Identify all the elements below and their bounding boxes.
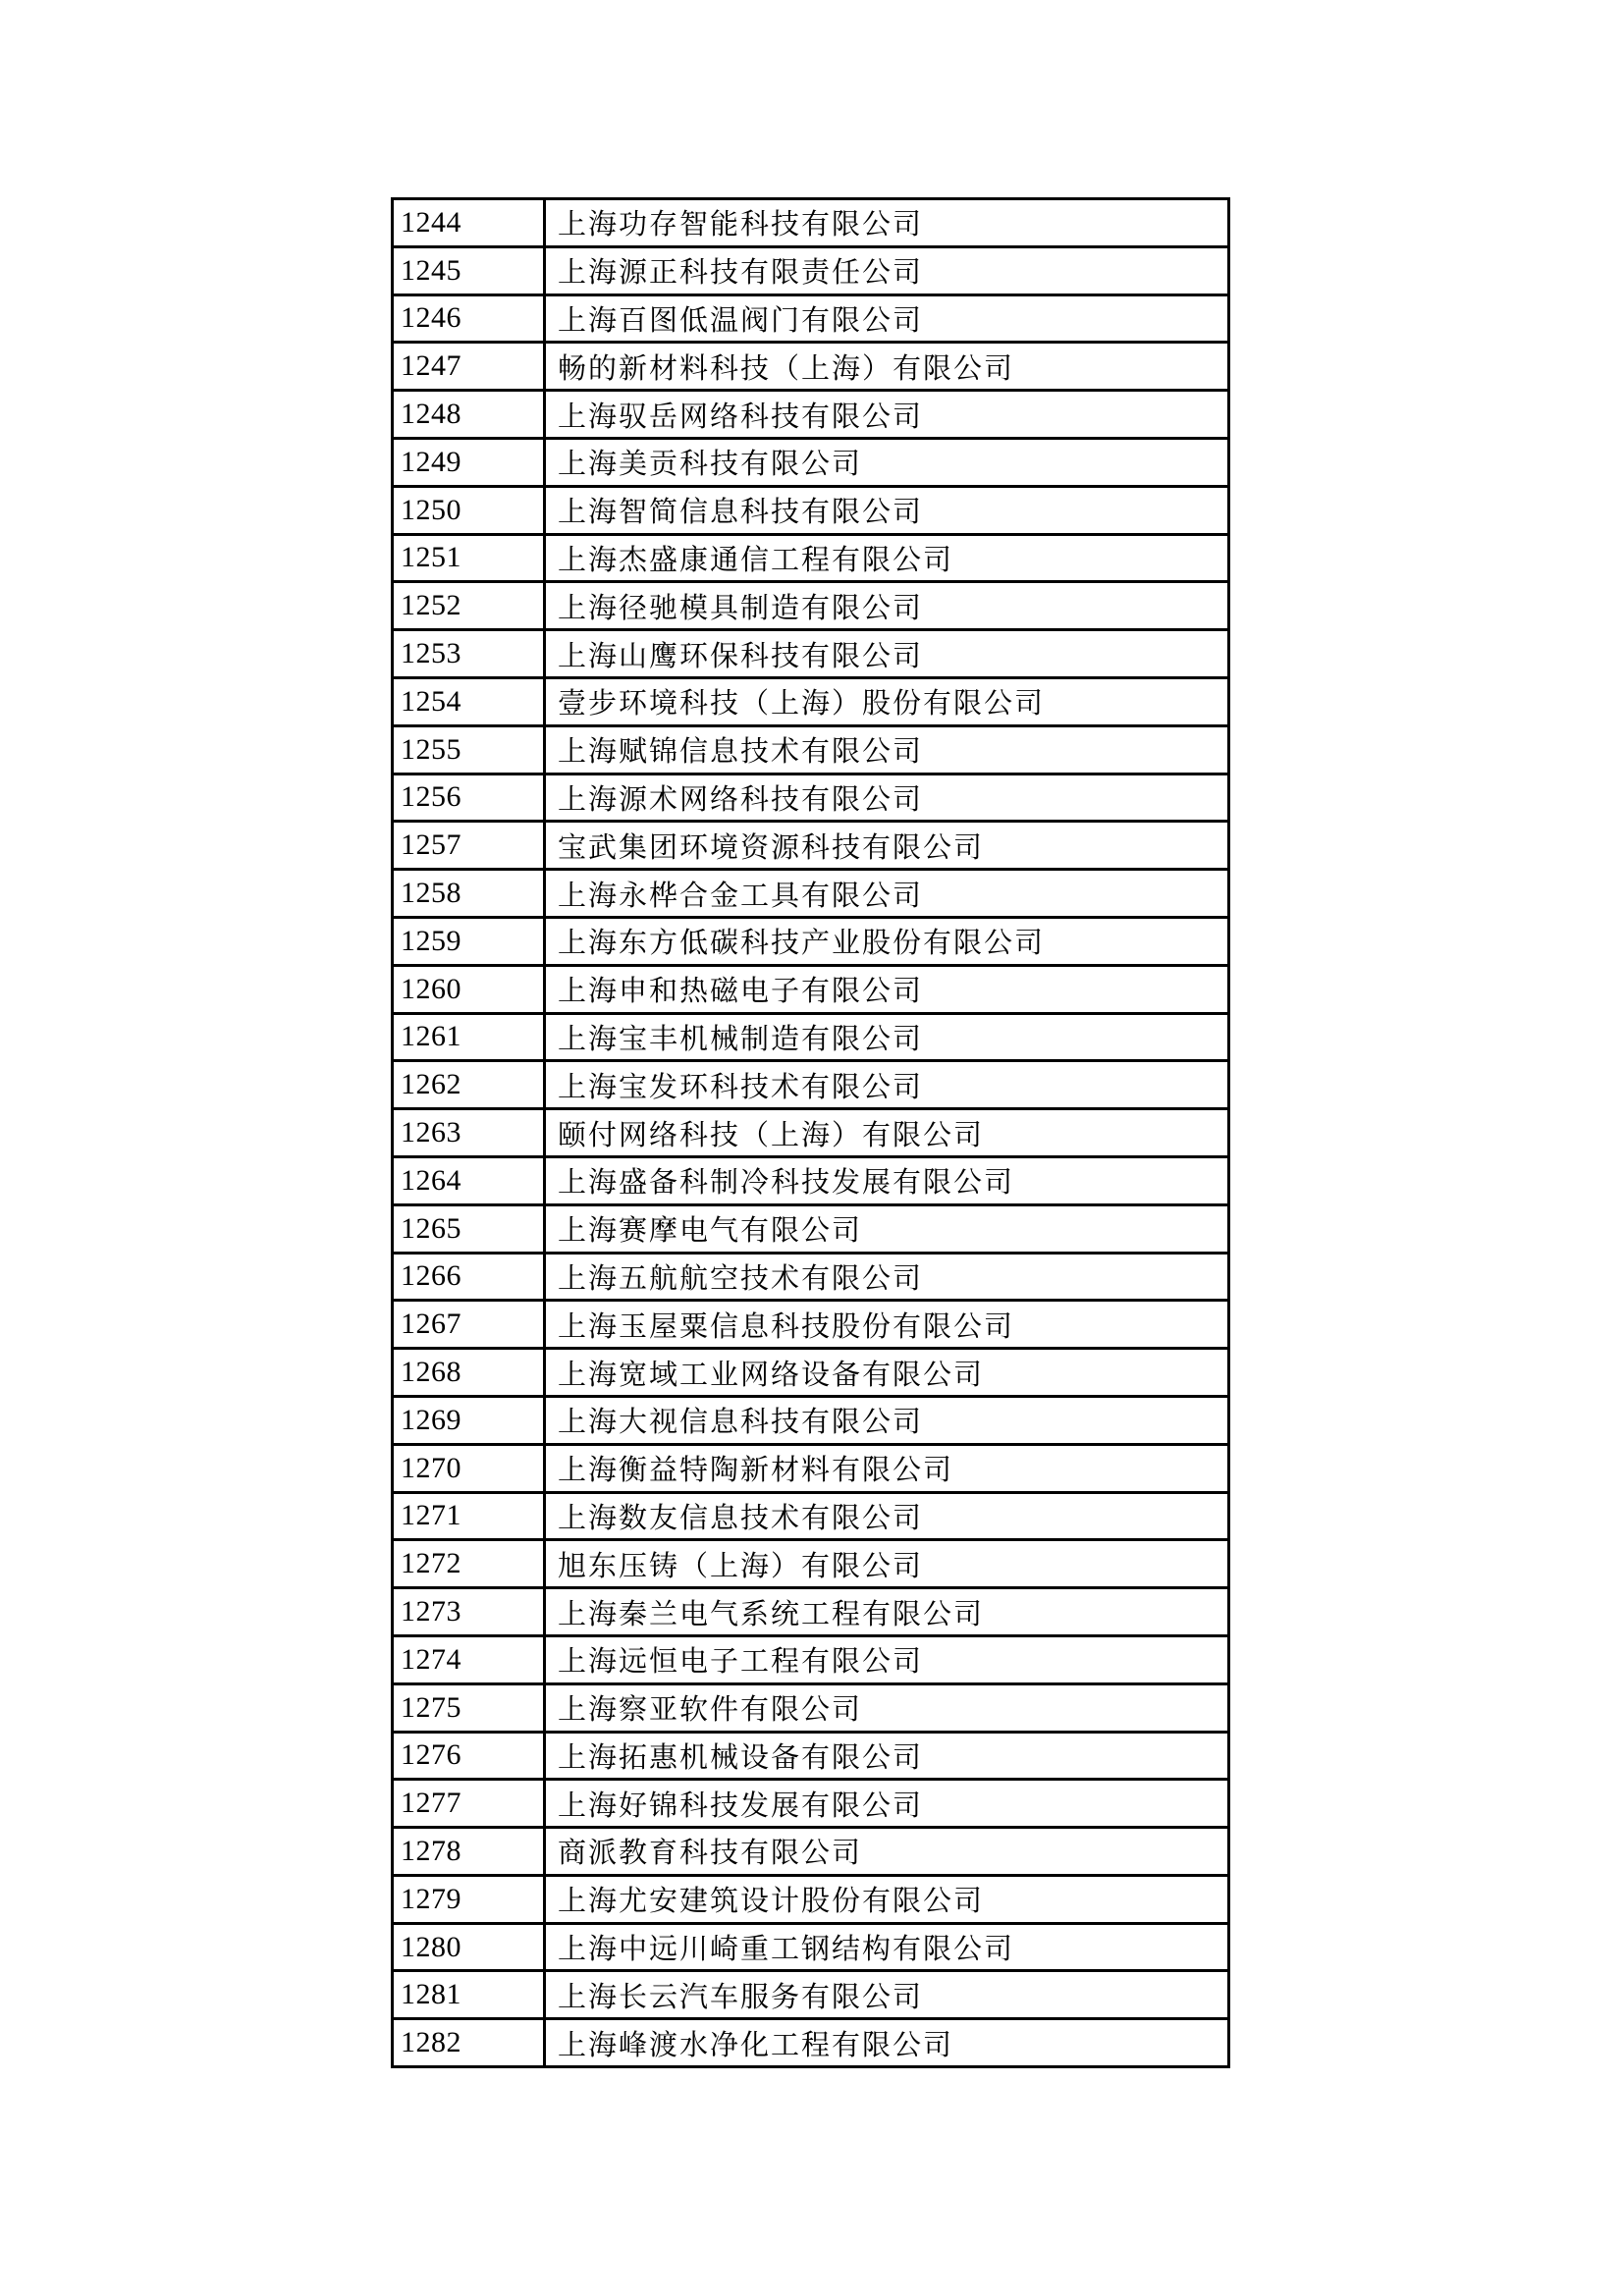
table-row bbox=[393, 1349, 1229, 1397]
company-name-cell: 上海盛备科制冷科技发展有限公司 bbox=[545, 1156, 1229, 1204]
company-name-cell: 壹步环境科技（上海）股份有限公司 bbox=[545, 677, 1229, 725]
company-name-cell: 上海远恒电子工程有限公司 bbox=[545, 1635, 1229, 1683]
row-number-cell: 1267 bbox=[393, 1301, 545, 1349]
table-row bbox=[393, 1588, 1229, 1636]
row-number-cell: 1254 bbox=[393, 677, 545, 725]
company-name-cell: 上海功存智能科技有限公司 bbox=[545, 199, 1229, 247]
table-row bbox=[393, 294, 1229, 343]
table-row bbox=[393, 1923, 1229, 1971]
table-row bbox=[393, 677, 1229, 725]
company-name-cell: 上海赛摩电气有限公司 bbox=[545, 1204, 1229, 1253]
company-name-cell: 上海大视信息科技有限公司 bbox=[545, 1396, 1229, 1444]
company-name-cell: 上海中远川崎重工钢结构有限公司 bbox=[545, 1923, 1229, 1971]
table-row bbox=[393, 1204, 1229, 1253]
row-number-cell: 1277 bbox=[393, 1780, 545, 1828]
table-row bbox=[393, 1301, 1229, 1349]
row-number-cell: 1261 bbox=[393, 1013, 545, 1061]
table-row bbox=[393, 2019, 1229, 2067]
row-number-cell: 1250 bbox=[393, 486, 545, 534]
row-number-cell: 1272 bbox=[393, 1540, 545, 1588]
company-name-cell: 上海尤安建筑设计股份有限公司 bbox=[545, 1875, 1229, 1923]
table-row bbox=[393, 965, 1229, 1013]
row-number-cell: 1256 bbox=[393, 774, 545, 822]
company-name-cell: 上海源正科技有限责任公司 bbox=[545, 246, 1229, 294]
row-number-cell: 1273 bbox=[393, 1588, 545, 1636]
row-number-cell: 1274 bbox=[393, 1635, 545, 1683]
company-name-cell: 上海拓惠机械设备有限公司 bbox=[545, 1732, 1229, 1780]
row-number-cell: 1252 bbox=[393, 582, 545, 630]
table-row bbox=[393, 391, 1229, 439]
table-row bbox=[393, 917, 1229, 965]
table-row bbox=[393, 1683, 1229, 1732]
table-row bbox=[393, 246, 1229, 294]
company-name-cell: 上海山鹰环保科技有限公司 bbox=[545, 630, 1229, 678]
company-name-cell: 上海玉屋粟信息科技股份有限公司 bbox=[545, 1301, 1229, 1349]
table-row bbox=[393, 774, 1229, 822]
row-number-cell: 1262 bbox=[393, 1061, 545, 1109]
table-row bbox=[393, 870, 1229, 918]
table-row bbox=[393, 822, 1229, 870]
table-row bbox=[393, 1971, 1229, 2019]
company-name-cell: 上海东方低碳科技产业股份有限公司 bbox=[545, 917, 1229, 965]
table-row bbox=[393, 582, 1229, 630]
company-name-cell: 上海数友信息技术有限公司 bbox=[545, 1492, 1229, 1540]
company-name-cell: 旭东压铸（上海）有限公司 bbox=[545, 1540, 1229, 1588]
row-number-cell: 1253 bbox=[393, 630, 545, 678]
company-name-cell: 上海智简信息科技有限公司 bbox=[545, 486, 1229, 534]
table-row bbox=[393, 1396, 1229, 1444]
row-number-cell: 1258 bbox=[393, 870, 545, 918]
company-name-cell: 上海百图低温阀门有限公司 bbox=[545, 294, 1229, 343]
table-row bbox=[393, 725, 1229, 774]
row-number-cell: 1255 bbox=[393, 725, 545, 774]
row-number-cell: 1244 bbox=[393, 199, 545, 247]
company-name-cell: 上海宽域工业网络设备有限公司 bbox=[545, 1349, 1229, 1397]
company-name-cell: 上海秦兰电气系统工程有限公司 bbox=[545, 1588, 1229, 1636]
table-row bbox=[393, 1253, 1229, 1301]
row-number-cell: 1275 bbox=[393, 1683, 545, 1732]
company-name-cell: 上海宝丰机械制造有限公司 bbox=[545, 1013, 1229, 1061]
table-row bbox=[393, 1540, 1229, 1588]
table-row bbox=[393, 630, 1229, 678]
company-name-cell: 上海申和热磁电子有限公司 bbox=[545, 965, 1229, 1013]
row-number-cell: 1260 bbox=[393, 965, 545, 1013]
table-row bbox=[393, 1109, 1229, 1157]
company-name-cell: 上海永桦合金工具有限公司 bbox=[545, 870, 1229, 918]
row-number-cell: 1278 bbox=[393, 1828, 545, 1876]
company-name-cell: 宝武集团环境资源科技有限公司 bbox=[545, 822, 1229, 870]
company-name-cell: 上海源术网络科技有限公司 bbox=[545, 774, 1229, 822]
table-row bbox=[393, 1875, 1229, 1923]
table-row bbox=[393, 486, 1229, 534]
company-table-body bbox=[393, 199, 1229, 2067]
table-row bbox=[393, 1492, 1229, 1540]
row-number-cell: 1276 bbox=[393, 1732, 545, 1780]
table-row bbox=[393, 1732, 1229, 1780]
company-name-cell: 上海长云汽车服务有限公司 bbox=[545, 1971, 1229, 2019]
company-name-cell: 上海察亚软件有限公司 bbox=[545, 1683, 1229, 1732]
row-number-cell: 1245 bbox=[393, 246, 545, 294]
company-name-cell: 上海宝发环科技术有限公司 bbox=[545, 1061, 1229, 1109]
row-number-cell: 1280 bbox=[393, 1923, 545, 1971]
company-name-cell: 上海径驰模具制造有限公司 bbox=[545, 582, 1229, 630]
company-name-cell: 上海峰渡水净化工程有限公司 bbox=[545, 2019, 1229, 2067]
row-number-cell: 1279 bbox=[393, 1875, 545, 1923]
table-row bbox=[393, 534, 1229, 582]
company-name-cell: 上海美贡科技有限公司 bbox=[545, 438, 1229, 486]
row-number-cell: 1248 bbox=[393, 391, 545, 439]
row-number-cell: 1264 bbox=[393, 1156, 545, 1204]
row-number-cell: 1265 bbox=[393, 1204, 545, 1253]
row-number-cell: 1251 bbox=[393, 534, 545, 582]
row-number-cell: 1266 bbox=[393, 1253, 545, 1301]
table-row bbox=[393, 1061, 1229, 1109]
row-number-cell: 1271 bbox=[393, 1492, 545, 1540]
table-row bbox=[393, 1635, 1229, 1683]
row-number-cell: 1247 bbox=[393, 343, 545, 391]
row-number-cell: 1269 bbox=[393, 1396, 545, 1444]
company-name-cell: 畅的新材料科技（上海）有限公司 bbox=[545, 343, 1229, 391]
table-row bbox=[393, 1156, 1229, 1204]
table-row bbox=[393, 199, 1229, 247]
row-number-cell: 1270 bbox=[393, 1444, 545, 1492]
row-number-cell: 1249 bbox=[393, 438, 545, 486]
company-name-cell: 上海五航航空技术有限公司 bbox=[545, 1253, 1229, 1301]
row-number-cell: 1257 bbox=[393, 822, 545, 870]
company-name-cell: 商派教育科技有限公司 bbox=[545, 1828, 1229, 1876]
company-name-cell: 上海好锦科技发展有限公司 bbox=[545, 1780, 1229, 1828]
company-name-cell: 上海杰盛康通信工程有限公司 bbox=[545, 534, 1229, 582]
company-name-cell: 颐付网络科技（上海）有限公司 bbox=[545, 1109, 1229, 1157]
company-name-cell: 上海驭岳网络科技有限公司 bbox=[545, 391, 1229, 439]
company-table bbox=[391, 197, 1230, 2068]
table-row bbox=[393, 1828, 1229, 1876]
table-row bbox=[393, 343, 1229, 391]
row-number-cell: 1268 bbox=[393, 1349, 545, 1397]
row-number-cell: 1282 bbox=[393, 2019, 545, 2067]
table-row bbox=[393, 1013, 1229, 1061]
row-number-cell: 1281 bbox=[393, 1971, 545, 2019]
row-number-cell: 1246 bbox=[393, 294, 545, 343]
table-row bbox=[393, 1444, 1229, 1492]
company-name-cell: 上海衡益特陶新材料有限公司 bbox=[545, 1444, 1229, 1492]
table-row bbox=[393, 438, 1229, 486]
company-name-cell: 上海赋锦信息技术有限公司 bbox=[545, 725, 1229, 774]
row-number-cell: 1263 bbox=[393, 1109, 545, 1157]
table-row bbox=[393, 1780, 1229, 1828]
row-number-cell: 1259 bbox=[393, 917, 545, 965]
